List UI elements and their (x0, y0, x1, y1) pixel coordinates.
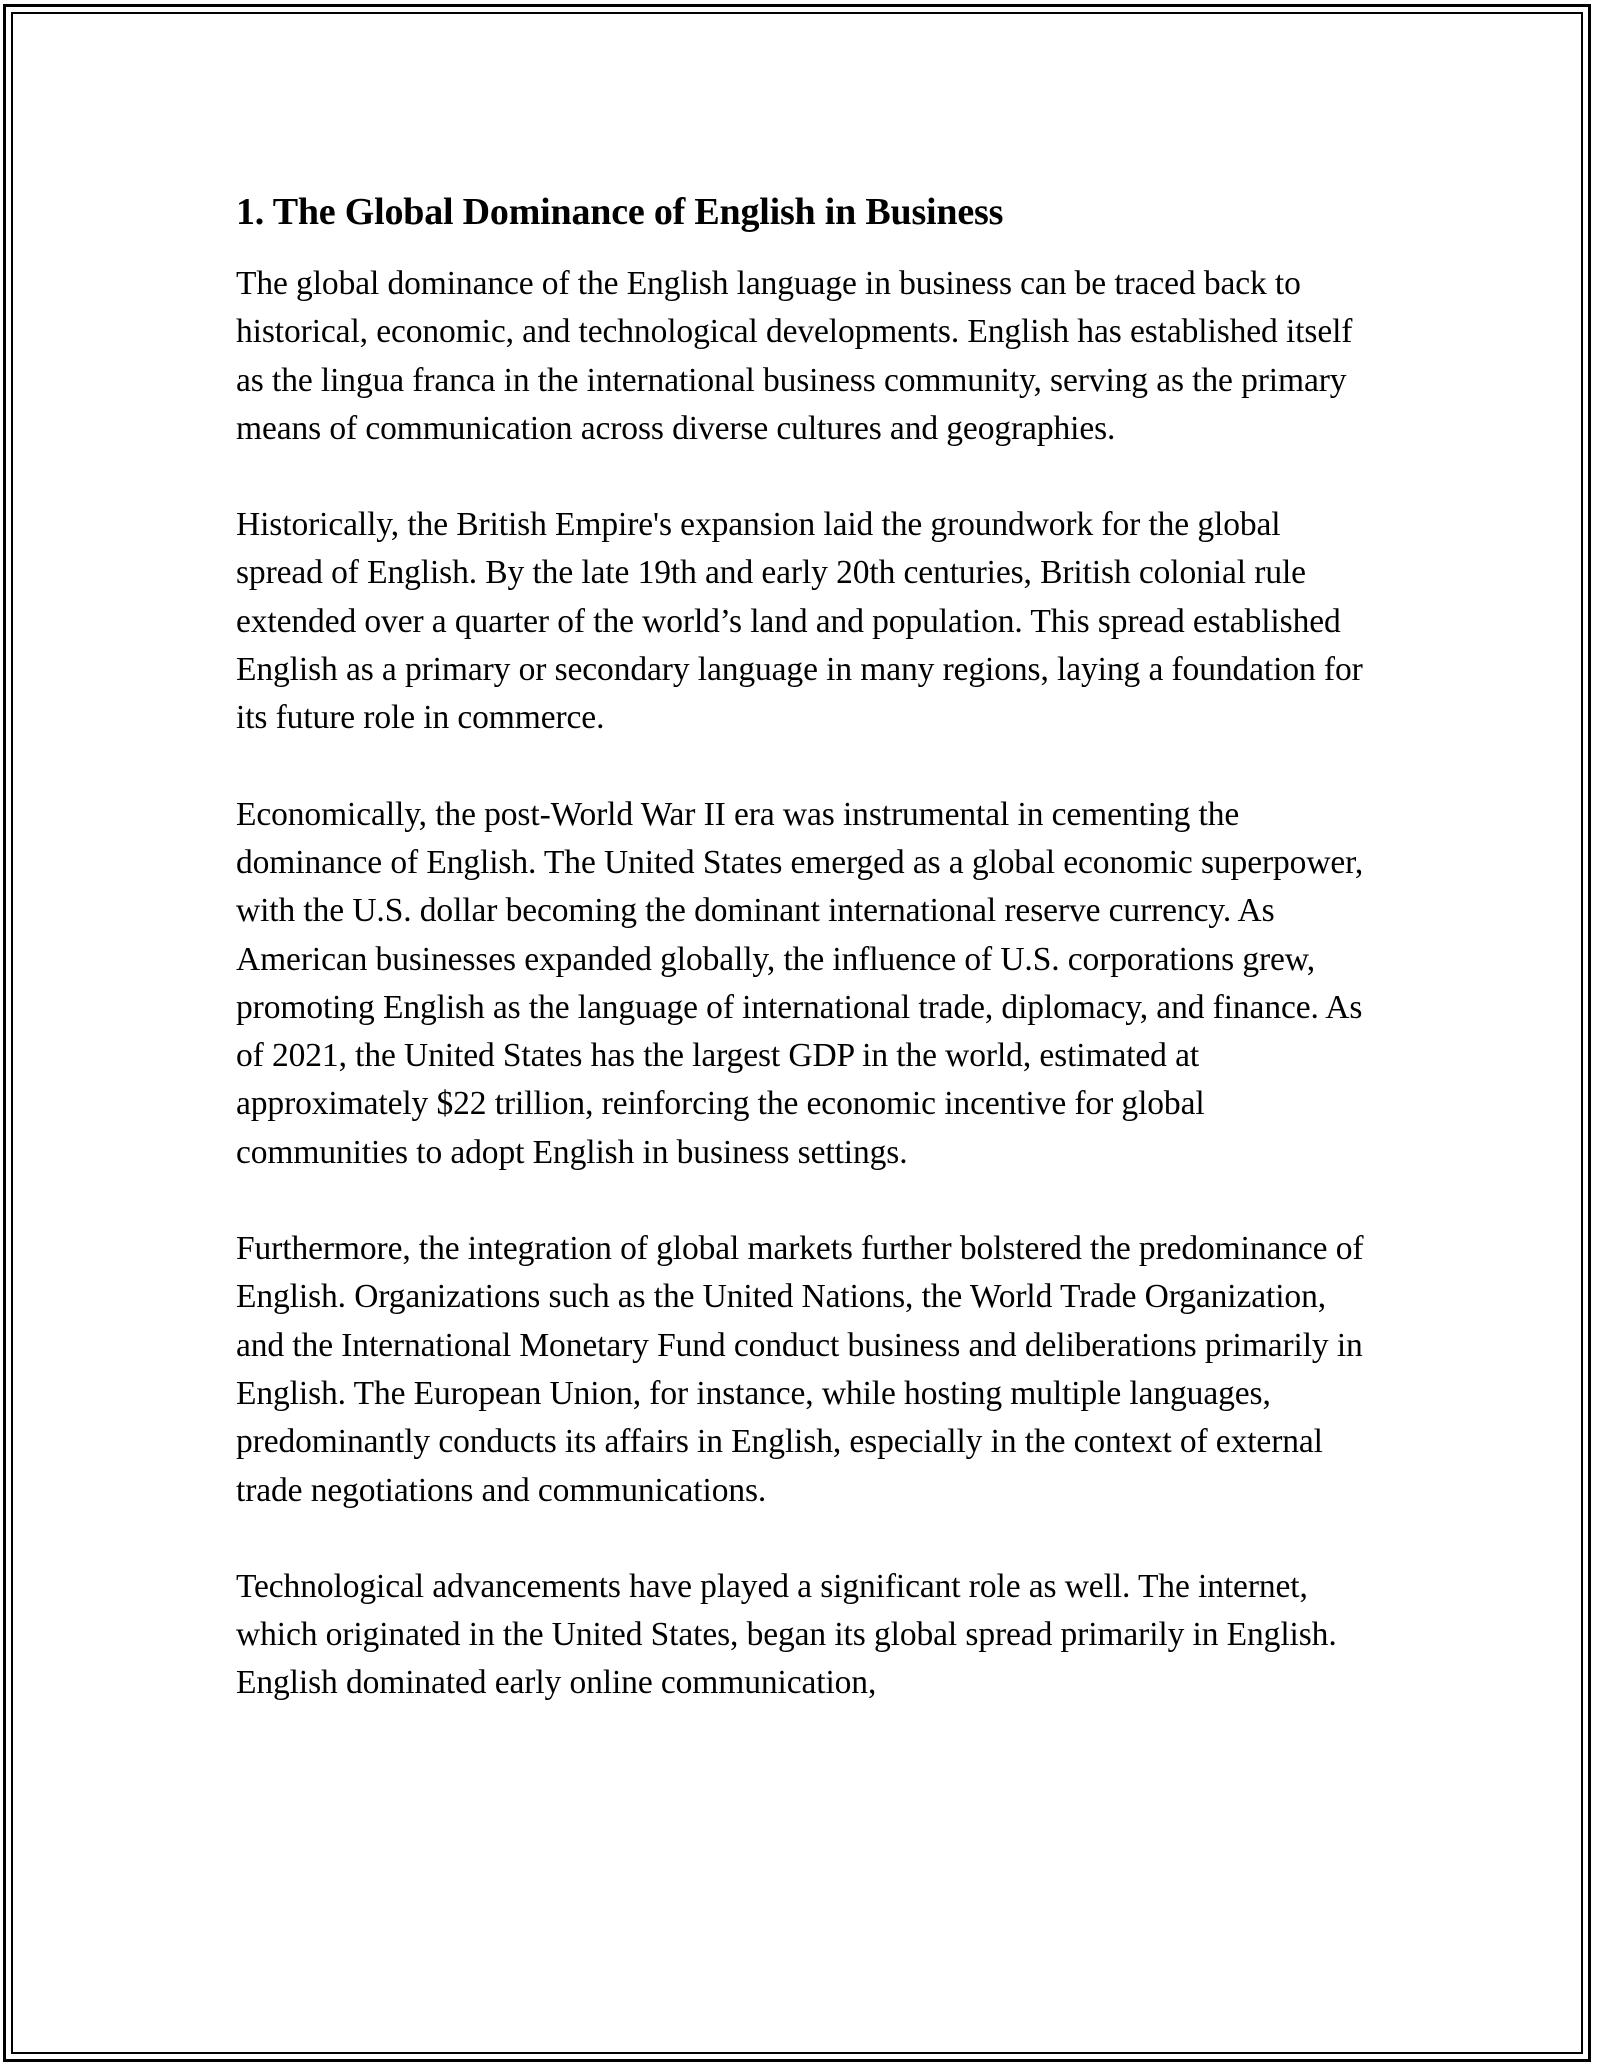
document-body (236, 184, 1366, 1756)
paragraph-technological: Technological advancements have played a significant role as well. The internet, which originated in the United States, began its global spread primarily in English. English dominated early online communication, (236, 1567, 1337, 1702)
paragraph-economic: Economically, the post-World War II era was instrumental in cementing the dominance of English. The United States emerged as a global economic superpower, with the U.S. dollar becoming the dominant international reserve currency. As American businesses expanded globally, the influence of U.S. corporations grew, promoting English as the language of international trade, diplomacy, and finance. As of 2021, the United States has the largest GDP in the world, estimated at approximately $22 trillion, reinforcing the economic incentive for global communities to adopt English in business settings. (236, 795, 1364, 1171)
paragraph-historical: Historically, the British Empire's expansion laid the groundwork for the global spread of English. By the late 19th and early 20th centuries, British colonial rule extended over a quarter of the world’s land and population. This spread established English as a primary or secondary language in many regions, laying a foundation for its future role in commerce. (236, 506, 1363, 737)
section-heading: 1. The Global Dominance of English in Business (236, 191, 1004, 233)
paragraph-intro: The global dominance of the English language in business can be traced back to historical, economic, and technological developments. English has established itself as the lingua franca in the international business community, serving as the primary means of communication across diverse cultures and geographies. (236, 265, 1353, 447)
paragraph-global-markets: Furthermore, the integration of global markets further bolstered the predominance of English. Organizations such as the United Nations, the World Trade Organization, and the International Monetary Fund conduct business and deliberations primarily in English. The European Union, for instance, while hosting multiple languages, predominantly conducts its affairs in English, especially in the context of external trade negotiations and communications. (236, 1230, 1364, 1509)
